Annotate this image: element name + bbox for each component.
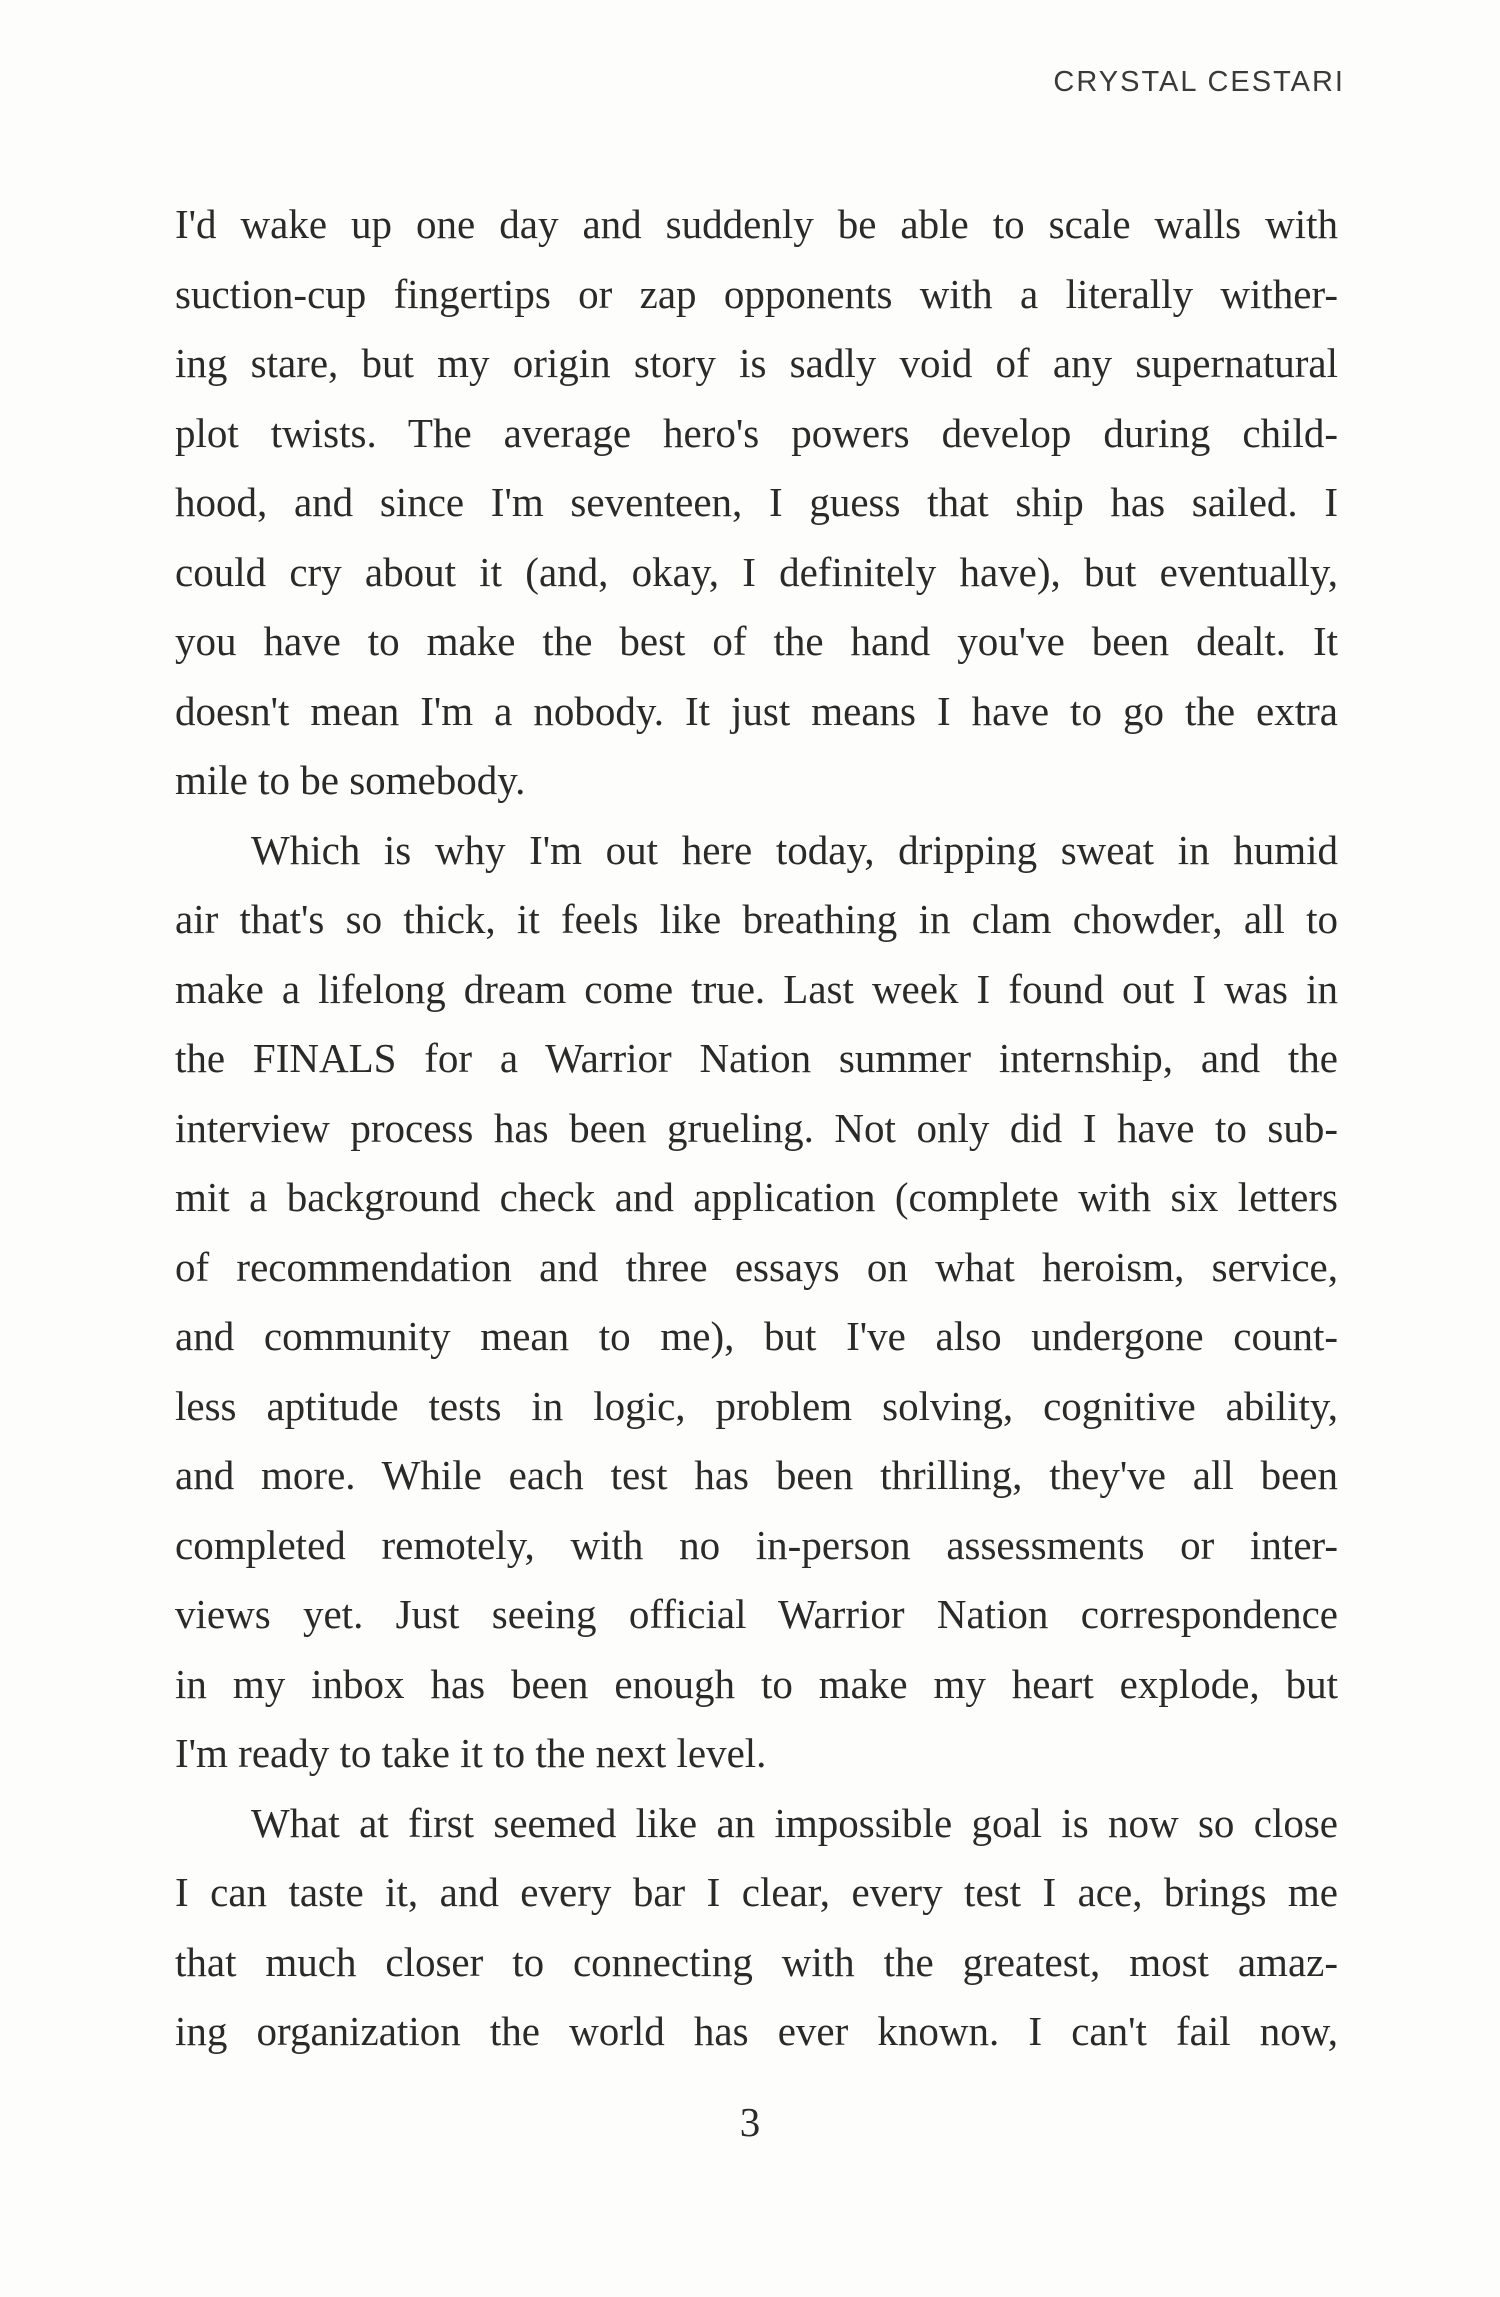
text-line: ing stare, but my origin story is sadly void of any supernatural (175, 340, 1338, 386)
text-line: of recommendation and three essays on what heroism, service, (175, 1243, 1338, 1290)
text-line: could cry about it (and, okay, I definitely have), but eventually, (175, 548, 1338, 595)
body-text (175, 190, 1338, 2067)
text-line: I'm ready to take it to the next level. (175, 1730, 767, 1776)
text-line: the FINALS for a Warrior Nation summer internship, and the (175, 1035, 1338, 1081)
text-line: I can taste it, and every bar I clear, every test I ace, brings me (175, 1869, 1338, 1915)
text-line: completed remotely, with no in-person assessments or inter- (175, 1521, 1338, 1568)
paragraph-2 (175, 816, 1338, 1789)
text-line: plot twists. The average hero's powers develop during child- (175, 409, 1338, 456)
text-line: ing organization the world has ever known. I can't fail now, (175, 2008, 1338, 2054)
text-line: mile to be somebody. (175, 757, 526, 803)
text-line: What at first seemed like an impossible goal is now so close (251, 1799, 1338, 1846)
text-line: that much closer to connecting with the greatest, most amaz- (175, 1938, 1338, 1985)
text-line: I'd wake up one day and suddenly be able to scale walls with (175, 201, 1338, 247)
text-line: interview process has been grueling. Not only did I have to sub- (175, 1104, 1338, 1151)
text-line: air that's so thick, it feels like breathing in clam chowder, all to (175, 896, 1338, 942)
text-line: doesn't mean I'm a nobody. It just means I have to go the extra (175, 687, 1338, 734)
running-head: CRYSTAL CESTARI (1053, 66, 1345, 98)
text-line: you have to make the best of the hand you've been dealt. It (175, 618, 1338, 664)
paragraph-3 (175, 1789, 1338, 2067)
text-line: and more. While each test has been thrilling, they've all been (175, 1452, 1338, 1498)
text-line: and community mean to me), but I've also undergone count- (175, 1313, 1338, 1359)
text-line: suction-cup fingertips or zap opponents with a literally wither- (175, 270, 1338, 317)
paragraph-1 (175, 190, 1338, 816)
text-line: mit a background check and application (complete with six letters (175, 1174, 1338, 1220)
text-line: hood, and since I'm seventeen, I guess that ship has sailed. I (175, 479, 1338, 525)
text-line: in my inbox has been enough to make my heart explode, but (175, 1660, 1338, 1707)
text-line: less aptitude tests in logic, problem solving, cognitive ability, (175, 1382, 1338, 1429)
text-line: views yet. Just seeing official Warrior Nation correspondence (175, 1591, 1338, 1637)
text-line: Which is why I'm out here today, dripping sweat in humid (251, 826, 1338, 873)
text-line: make a lifelong dream come true. Last week I found out I was in (175, 965, 1338, 1012)
page-number: 3 (739, 2099, 761, 2145)
